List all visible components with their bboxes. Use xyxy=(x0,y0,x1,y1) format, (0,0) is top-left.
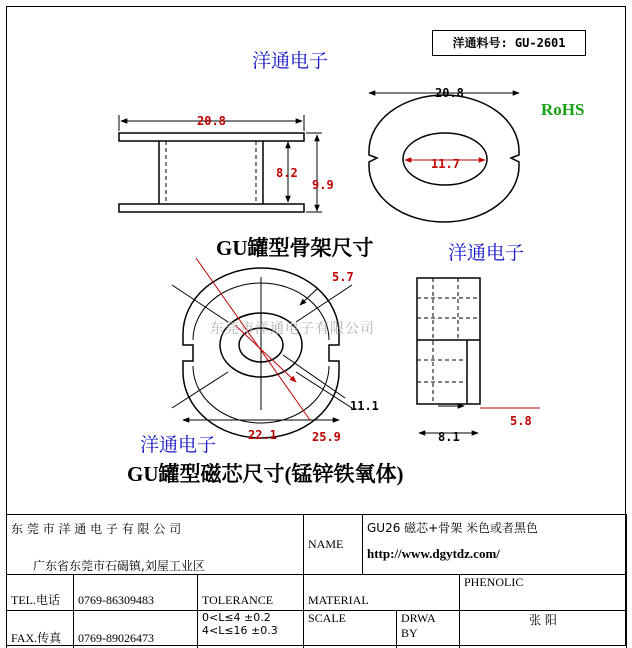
dim-bobbin-outer-height: 9.9 xyxy=(312,178,334,192)
title-block xyxy=(6,514,627,648)
brand-label-top: 洋通电子 xyxy=(252,50,329,72)
fax-value-cell xyxy=(74,611,198,648)
dim-core-outer: 25.9 xyxy=(312,430,341,444)
fax-label: FAX.传真 xyxy=(11,631,62,645)
bobbin-title: GU罐型骨架尺寸 xyxy=(216,236,374,260)
company-name: 东 莞 市 洋 通 电 子 有 限 公 司 xyxy=(11,522,182,536)
dim-bobbin-inner-height: 8.2 xyxy=(276,166,298,180)
bobbin-side-view xyxy=(119,115,322,212)
tolerance-range-1: 0<L≤4 ±0.2 xyxy=(202,611,271,624)
name-label-cell xyxy=(304,515,363,575)
company-cell xyxy=(7,515,304,575)
drawn-by-name: 张 阳 xyxy=(529,613,557,627)
dim-bobbin-width: 20.8 xyxy=(197,114,226,128)
part-number-box: 洋通料号: GU-2601 xyxy=(432,30,586,56)
core-side-view xyxy=(417,278,540,433)
company-watermark: 东莞市洋通电子有限公司 xyxy=(210,321,375,337)
company-address: 广东省东莞市石碣镇,刘屋工业区 xyxy=(33,559,205,573)
tel-label-cell xyxy=(7,575,74,611)
fax-label-cell xyxy=(7,611,74,648)
tel-value-cell xyxy=(74,575,198,611)
material-label: MATERIAL xyxy=(308,593,369,607)
core-title: GU罐型磁芯尺寸(锰锌铁氧体) xyxy=(127,462,404,486)
dim-bobbin-outer-dia: 20.8 xyxy=(435,86,464,100)
material-value-cell xyxy=(460,575,627,611)
tolerance-label: TOLERANCE xyxy=(202,593,274,607)
fax-value: 0769-89026473 xyxy=(78,631,154,645)
rohs-mark: RoHS xyxy=(541,100,585,119)
name-value: GU26 磁芯+骨架 米色或者黑色 xyxy=(367,521,539,535)
tolerance-label-cell xyxy=(198,575,304,611)
tolerance-value-cell xyxy=(198,611,304,648)
website-url: http://www.dgytdz.com/ xyxy=(367,546,500,561)
scale-label: SCALE xyxy=(308,611,347,625)
drawn-by-label: DRWA BY xyxy=(401,611,436,640)
material-value: PHENOLIC xyxy=(464,575,524,589)
drawn-label-cell xyxy=(397,611,460,648)
dim-core-slot: 5.7 xyxy=(332,270,354,284)
core-top-view xyxy=(172,258,352,438)
name-label: NAME xyxy=(308,537,344,551)
tel-value: 0769-86309483 xyxy=(78,593,154,607)
brand-label-bottom: 洋通电子 xyxy=(140,434,217,456)
dim-bobbin-hole-dia: 11.7 xyxy=(431,157,460,171)
brand-label-middle: 洋通电子 xyxy=(448,242,525,264)
name-value-cell xyxy=(363,515,627,575)
dim-core-height: 8.1 xyxy=(438,430,460,444)
scale-label-cell xyxy=(304,611,397,648)
drawn-value-cell xyxy=(460,611,627,648)
tel-label: TEL.电话 xyxy=(11,593,60,607)
material-label-cell xyxy=(304,575,460,611)
dim-core-step: 5.8 xyxy=(510,414,532,428)
tolerance-range-2: 4<L≤16 ±0.3 xyxy=(202,624,278,637)
dim-core-inner: 22.1 xyxy=(248,428,277,442)
dim-core-center: 11.1 xyxy=(350,399,379,413)
